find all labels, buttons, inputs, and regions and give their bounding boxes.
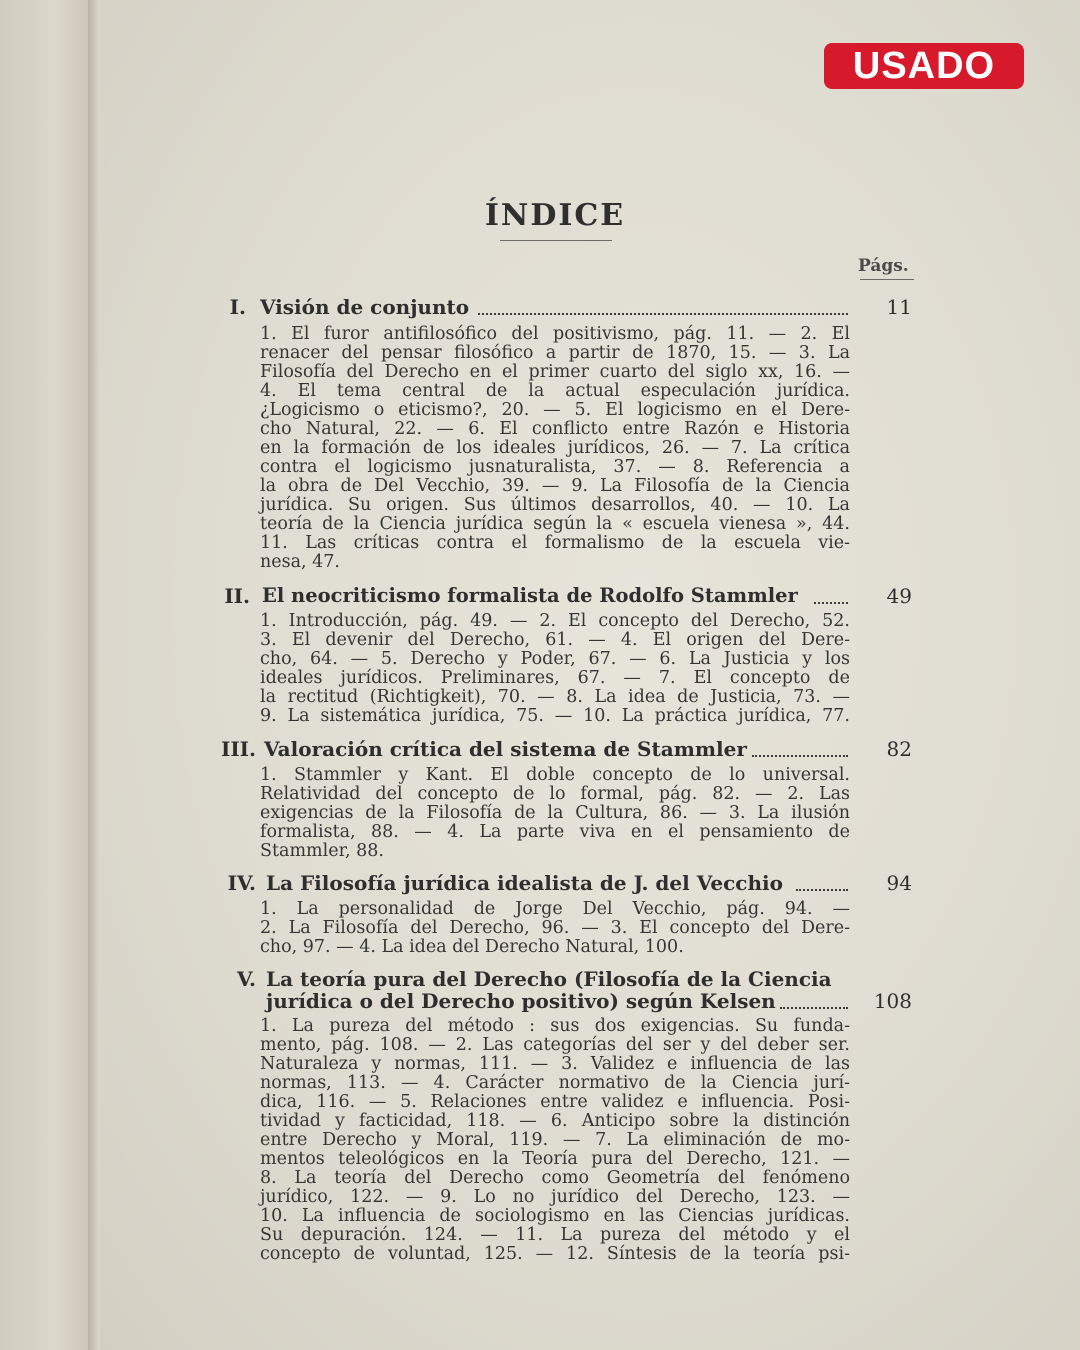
dot-leader [796, 871, 848, 891]
summary-line: jurídico, 122. — 9. Lo no jurídico del Derecho, 123. — [260, 1187, 850, 1207]
chapter-number: III. [220, 737, 256, 761]
title-underline [500, 240, 612, 241]
chapter-number: II. [224, 584, 250, 608]
summary-line: 1. Stammler y Kant. El doble concepto de lo universal. [260, 765, 850, 785]
summary-line: ideales jurídicos. Preliminares, 67. — 7. El concepto de [260, 668, 850, 688]
dot-leader [814, 584, 848, 604]
chapter-title: Valoración crítica del sistema de Stammler [264, 737, 747, 761]
pages-label-underline [860, 279, 914, 280]
summary-line: cho Natural, 22. — 6. El conflicto entre Razón e Historia [260, 419, 850, 439]
summary-line: 11. Las críticas contra el formalismo de la escuela vie- [260, 533, 850, 553]
summary-line: dica, 116. — 5. Relaciones entre validez e influencia. Posi- [260, 1092, 850, 1112]
summary-line: Stammler, 88. [260, 841, 384, 861]
summary-line: 2. La Filosofía del Derecho, 96. — 3. El concepto del Dere- [260, 918, 850, 938]
summary-line: 4. El tema central de la actual especulación jurídica. [260, 381, 850, 401]
summary-line: 8. La teoría del Derecho como Geometría del fenómeno [260, 1168, 850, 1188]
summary-line: 9. La sistemática jurídica, 75. — 10. La práctica jurídica, 77. [260, 706, 850, 726]
summary-line: 1. La personalidad de Jorge Del Vecchio, pág. 94. — [260, 899, 850, 919]
chapter-heading-continued [0, 989, 1080, 1015]
summary-line: cho, 64. — 5. Derecho y Poder, 67. — 6. La Justicia y los [260, 649, 850, 669]
summary-line: concepto de voluntad, 125. — 12. Síntesis de la teoría psi- [260, 1244, 850, 1264]
chapter-summary [260, 325, 850, 572]
summary-line: contra el logicismo jusnaturalista, 37. — 8. Referencia a [260, 457, 850, 477]
summary-line: mento, pág. 108. — 2. Las categorías del ser y del deber ser. [260, 1035, 850, 1055]
summary-line: Relatividad del concepto de lo formal, pág. 82. — 2. Las [260, 784, 850, 804]
summary-line: 1. La pureza del método : sus dos exigencias. Su funda- [260, 1016, 850, 1036]
dot-leader [752, 737, 848, 757]
chapter-title: El neocriticismo formalista de Rodolfo Stammler [262, 584, 798, 607]
left-page-edge [0, 0, 92, 1350]
chapter-number: V. [237, 967, 256, 991]
chapter-number: I. [229, 295, 246, 319]
chapter-summary [260, 1017, 850, 1264]
chapter-page-number: 94 [886, 871, 912, 895]
summary-line: Su depuración. 124. — 11. La pureza del método y el [260, 1225, 850, 1245]
summary-line: Naturaleza y normas, 111. — 3. Validez e influencia de las [260, 1054, 850, 1074]
summary-line: 1. El furor antifilosófico del positivismo, pág. 11. — 2. El [260, 324, 850, 344]
chapter-number: IV. [227, 871, 256, 895]
dot-leader [780, 989, 848, 1009]
chapter-page-number: 49 [886, 584, 912, 608]
summary-line: tividad y facticidad, 118. — 6. Anticipo sobre la distinción [260, 1111, 850, 1131]
chapter-heading [0, 871, 1080, 897]
summary-line: ¿Logicismo o eticismo?, 20. — 5. El logicismo en el Dere- [260, 400, 850, 420]
chapter-title: Visión de conjunto [260, 295, 470, 319]
chapter-summary [260, 612, 850, 726]
pages-column-label: Págs. [858, 256, 909, 276]
chapter-heading [0, 737, 1080, 763]
summary-line: Filosofía del Derecho en el primer cuarto del siglo xx, 16. — [260, 362, 850, 382]
chapter-title: La teoría pura del Derecho (Filosofía de la Ciencia [266, 967, 832, 991]
summary-line: exigencias de la Filosofía de la Cultura, 86. — 3. La ilusión [260, 803, 850, 823]
chapter-page-number: 82 [886, 737, 912, 761]
summary-line: entre Derecho y Moral, 119. — 7. La eliminación de mo- [260, 1130, 850, 1150]
page-title: ÍNDICE [484, 198, 626, 233]
summary-line: la rectitud (Richtigkeit), 70. — 8. La idea de Justicia, 73. — [260, 687, 850, 707]
summary-line: 3. El devenir del Derecho, 61. — 4. El origen del Dere- [260, 630, 850, 650]
chapter-heading [0, 584, 1080, 610]
chapter-heading [0, 295, 1080, 321]
used-badge: USADO [824, 43, 1024, 89]
summary-line: renacer del pensar filosófico a partir de 1870, 15. — 3. La [260, 343, 850, 363]
summary-line: 10. La influencia de sociologismo en las Ciencias jurídicas. [260, 1206, 850, 1226]
summary-line: formalista, 88. — 4. La parte viva en el pensamiento de [260, 822, 850, 842]
summary-line: mentos teleológicos en la Teoría pura del Derecho, 121. — [260, 1149, 850, 1169]
chapter-summary [260, 900, 850, 957]
chapter-title: La Filosofía jurídica idealista de J. del Vecchio [266, 871, 783, 895]
chapter-summary [260, 766, 850, 861]
summary-line: jurídica. Su origen. Sus últimos desarrollos, 40. — 10. La [260, 495, 850, 515]
chapter-page-number: 11 [886, 295, 912, 319]
chapter-title: jurídica o del Derecho positivo) según Kelsen [266, 989, 776, 1013]
summary-line: 1. Introducción, pág. 49. — 2. El concepto del Derecho, 52. [260, 611, 850, 631]
chapter-page-number: 108 [873, 989, 912, 1013]
summary-line: nesa, 47. [260, 552, 340, 572]
summary-line: cho, 97. — 4. La idea del Derecho Natural, 100. [260, 937, 684, 957]
summary-line: teoría de la Ciencia jurídica según la « escuela vienesa », 44. [260, 514, 850, 534]
summary-line: en la formación de los ideales jurídicos, 26. — 7. La crítica [260, 438, 850, 458]
dot-leader [478, 295, 848, 315]
summary-line: la obra de Del Vecchio, 39. — 9. La Filosofía de la Ciencia [260, 476, 850, 496]
summary-line: normas, 113. — 4. Carácter normativo de la Ciencia jurí- [260, 1073, 850, 1093]
